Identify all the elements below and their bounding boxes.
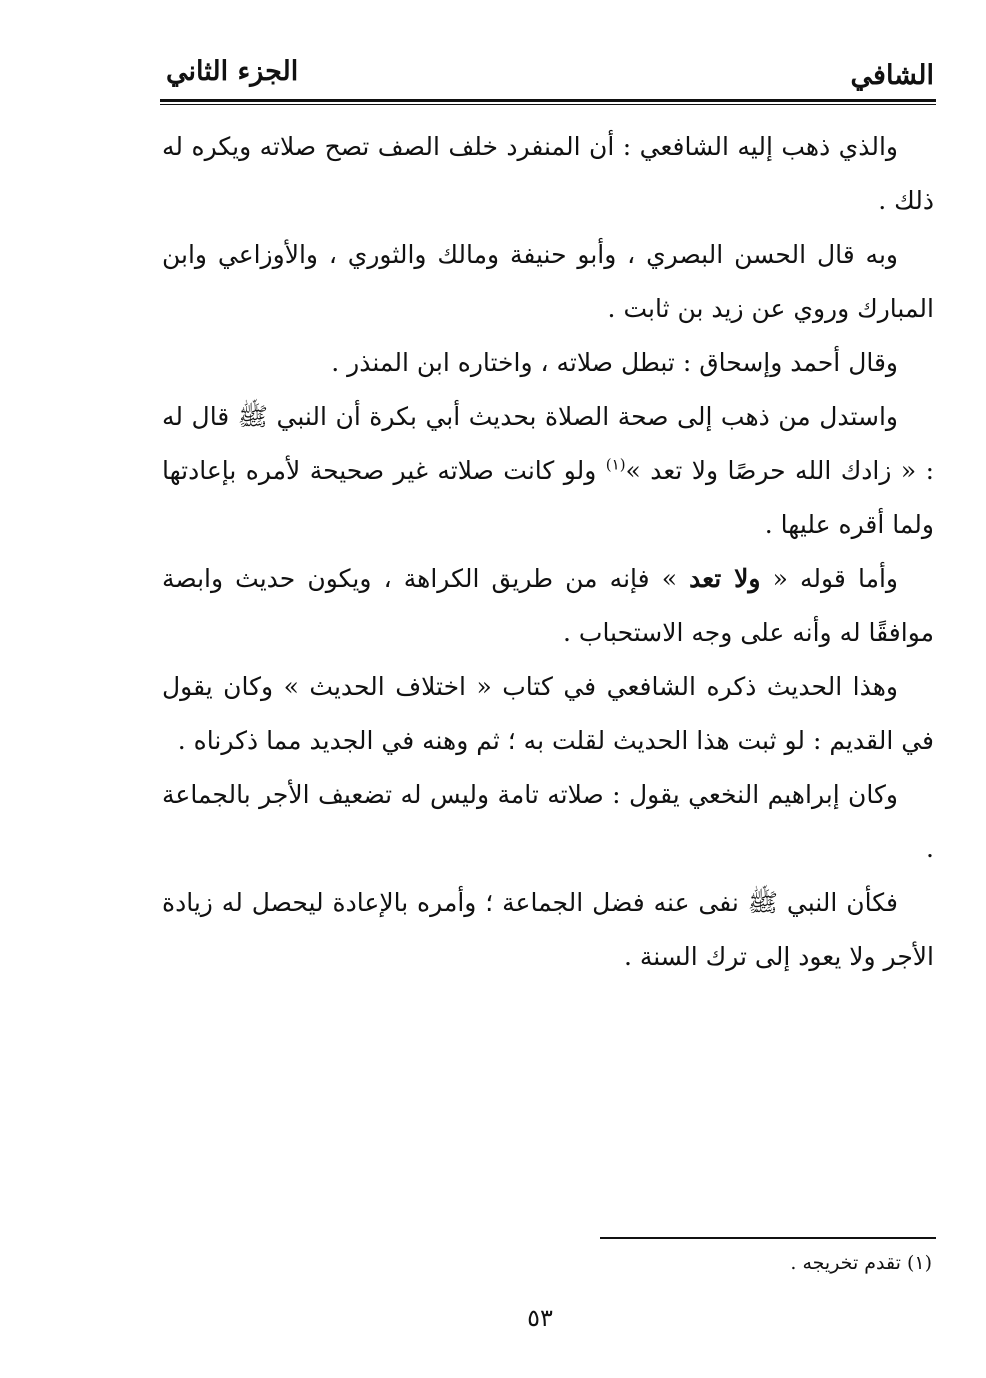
paragraph-8: فكأن النبي ﷺ نفى عنه فضل الجماعة ؛ وأمره بالإعادة ليحصل له زيادة الأجر ولا يعود إلى ترك السنة . — [162, 888, 934, 971]
paragraph-4 — [162, 390, 934, 552]
paragraph-4-text: واستدل من ذهب إلى صحة الصلاة بحديث أبي بكرة أن النبي ﷺ قال له : — [162, 402, 935, 485]
paragraph-5-lead: وأما قوله « — [772, 564, 898, 593]
footnote-rule — [600, 1237, 936, 1239]
book-title: الشافي — [850, 60, 934, 91]
volume-label: الجزء الثاني — [166, 56, 299, 87]
paragraph-5 — [162, 552, 934, 660]
header-rule-thin — [160, 104, 936, 105]
main-text — [162, 120, 934, 984]
paragraph-2: وبه قال الحسن البصري ، وأبو حنيفة ومالك والثوري ، والأوزاعي وابن المبارك وروي عن زيد بن ثابت . — [162, 240, 934, 323]
hadith-quote: « زادك الله حرصًا ولا تعد » — [625, 456, 917, 485]
footnote: (١) تقدم تخريجه . — [790, 1252, 932, 1274]
quoted-phrase: ولا تعد — [689, 564, 761, 593]
paragraph-6: وهذا الحديث ذكره الشافعي في كتاب « اختلاف الحديث » وكان يقول في القديم : لو ثبت هذا الحديث لقلت به ؛ ثم وهنه في الجديد مما ذكرناه . — [162, 672, 934, 755]
page-number: ٥٣ — [527, 1304, 553, 1332]
header-rule — [160, 99, 936, 102]
paragraph-4-continuation: ولو كانت صلاته غير صحيحة لأمره بإعادتها ولما أقره عليها . — [162, 456, 934, 539]
running-header — [160, 56, 936, 100]
footnote-marker: (١) — [605, 455, 626, 474]
paragraph-1: والذي ذهب إليه الشافعي : أن المنفرد خلف الصف تصح صلاته ويكره له ذلك . — [162, 132, 934, 215]
paragraph-3: وقال أحمد وإسحاق : تبطل صلاته ، واختاره ابن المنذر . — [331, 348, 898, 377]
paragraph-5-rest: » فإنه من طريق الكراهة ، ويكون حديث وابصة موافقًا له وأنه على وجه الاستحباب . — [162, 564, 934, 647]
paragraph-7: وكان إبراهيم النخعي يقول : صلاته تامة وليس له تضعيف الأجر بالجماعة . — [162, 780, 934, 863]
